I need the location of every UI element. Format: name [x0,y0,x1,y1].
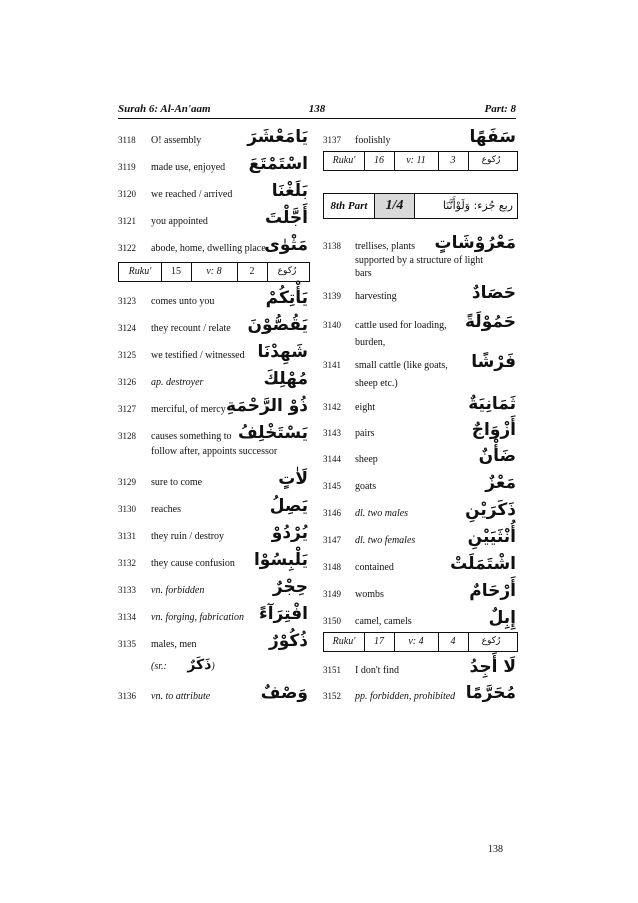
entry-3143 [323,419,516,443]
entry-arabic: يَأْتِكُمْ [265,288,308,308]
entry-number: 3137 [323,135,341,145]
entry-3127 [118,395,308,419]
entry-meaning: small cattle (like goats, [355,360,448,371]
entry-3136 [118,682,308,706]
entry-arabic: بَلَغْنَا [271,181,308,201]
page-header [118,100,516,119]
entry-number: 3139 [323,291,341,301]
entry-meaning: trellises, plants [355,241,415,252]
entry-number: 3132 [118,558,136,568]
entry-3118 [118,126,308,150]
ruku-number: 15 [171,266,181,277]
entry-arabic: مَعْزٌ [485,473,516,493]
entry-number: 3118 [118,135,136,145]
surah-title: Surah 6: Al-An'aam [118,103,211,115]
entry-number: 3123 [118,296,136,306]
singular-arabic: ذَكَرٌ [187,657,212,673]
entry-arabic: ذُكُوْرٌ [268,631,308,651]
entry-meaning: harvesting [355,291,397,302]
entry-meaning: abode, home, dwelling place [151,243,266,254]
entry-number: 3151 [323,665,341,675]
entry-arabic: مَعْرُوْشَاتٍ [434,233,516,253]
entry-3147 [323,526,516,550]
entry-meaning: contained [355,562,394,573]
entry-3124 [118,314,308,338]
entry-meaning: vn. forging, fabrication [151,612,244,623]
entry-3150 [323,607,516,631]
quarter-arabic: ربع جُزء: وَلَوْأَنَّنَا [442,199,513,212]
entry-meaning: sheep [355,454,378,465]
entry-3120 [118,180,308,204]
entry-meaning: made use, enjoyed [151,162,226,173]
entry-3123 [118,287,308,311]
entry-arabic: فَرْشًا [471,352,516,372]
entry-3126 [118,368,308,392]
entry-arabic: شَهِدْنَا [257,342,308,362]
entry-number: 3133 [118,585,136,595]
entry-number: 3129 [118,477,136,487]
entry-3140 [323,311,516,335]
header-page-number: 138 [308,103,326,115]
entry-number: 3135 [118,639,136,649]
entry-3138-continuation-2: bars [355,268,372,279]
entry-arabic: لَاٰتٍ [278,469,308,489]
entry-3144 [323,445,516,469]
entry-3141-continuation: sheep etc.) [355,378,398,389]
entry-arabic: يَقُصُّوْنَ [247,315,308,335]
entry-meaning: we testified / witnessed [151,350,245,361]
entry-3134 [118,603,308,627]
entry-number: 3148 [323,562,341,572]
entry-arabic: يَصِلُ [269,496,308,516]
entry-3130 [118,495,308,519]
entry-number: 3152 [323,691,341,701]
entry-3138 [323,232,516,256]
entry-3149 [323,580,516,604]
quarter-part-marker [323,193,518,219]
ruku-verses: v: 11 [406,155,426,166]
part-label: 8th Part [330,200,368,212]
entry-arabic: اشْتَمَلَتْ [450,554,516,574]
entry-meaning: merciful, of mercy [151,404,226,415]
entry-3132 [118,549,308,573]
entry-arabic: سَفَهًا [469,127,516,147]
entry-meaning: they cause confusion [151,558,235,569]
quarter-label: 1/4 [374,194,415,218]
entry-meaning: eight [355,402,375,413]
entry-3119 [118,153,308,177]
singular-close: ) [211,661,215,672]
entry-arabic: افْتِرَآءً [259,604,308,624]
ruku-arabic: رُكوع [277,266,297,276]
entry-meaning: camel, camels [355,616,412,627]
entry-number: 3131 [118,531,136,541]
entry-3137 [323,126,516,150]
ruku-row-17 [323,632,518,652]
entry-arabic: مَثْوٰى [264,235,308,255]
ruku-count: 4 [450,636,456,647]
ruku-row-15 [118,262,310,282]
entry-meaning: pp. forbidden, prohibited [355,691,456,702]
entry-arabic: حَصَادٌ [471,283,516,303]
ruku-verses: v: 8 [206,266,222,277]
entry-3152 [323,682,516,706]
entry-3125 [118,341,308,365]
entry-arabic: إِبِلٌ [488,608,516,628]
entry-number: 3134 [118,612,136,622]
entry-number: 3136 [118,691,136,701]
entry-number: 3122 [118,243,136,253]
entry-arabic: مُهْلِكَ [263,369,308,389]
entry-3151 [323,656,516,680]
entry-number: 3143 [323,428,341,438]
entry-number: 3127 [118,404,136,414]
entry-number: 3126 [118,377,136,387]
entry-number: 3125 [118,350,136,360]
entry-arabic: حِجْرٌ [272,577,308,597]
entry-meaning: I don't find [355,665,400,676]
ruku-label: Ruku' [332,636,356,647]
page-number-footer: 138 [488,844,503,855]
entry-meaning: ap. destroyer [151,377,204,388]
entry-number: 3140 [323,320,341,330]
entry-arabic: يَامَعْشَرَ [247,127,308,147]
ruku-label: Ruku' [128,266,152,277]
ruku-arabic: رُكوع [481,155,501,165]
entry-meaning: they recount / relate [151,323,231,334]
entry-arabic: ذَكَرَيْنِ [465,500,516,520]
entry-3145 [323,472,516,496]
entry-meaning: cattle used for loading, [355,320,447,331]
entry-3122 [118,234,308,258]
entry-meaning: you appointed [151,216,208,227]
entry-arabic: اسْتَمْتَعَ [248,154,308,174]
entry-3128 [118,422,308,446]
entry-3131 [118,522,308,546]
entry-3128-continuation: follow after, appoints successor [151,446,278,457]
entry-arabic: أَجَّلْتَ [264,208,308,228]
entry-meaning: they ruin / destroy [151,531,225,542]
entry-arabic: أَزْوَاجٌ [471,420,516,440]
entry-3139 [323,282,516,306]
singular-label: (sr.: [151,661,167,672]
entry-arabic: ضَأْنٌ [478,446,516,466]
entry-arabic: أُنْثَيَيْنِ [467,527,516,547]
entry-number: 3121 [118,216,136,226]
entry-3141 [323,351,516,375]
entry-meaning: wombs [355,589,384,600]
entry-meaning: dl. two males [355,508,409,519]
entry-3121 [118,207,308,231]
entry-meaning: foolishly [355,135,391,146]
ruku-number: 17 [374,636,384,647]
ruku-label: Ruku' [332,155,356,166]
entry-meaning: pairs [355,428,375,439]
entry-number: 3128 [118,431,136,441]
entry-arabic: يُرْدُوْ [271,523,308,543]
entry-meaning: goats [355,481,377,492]
ruku-verses: v: 4 [408,636,424,647]
entry-number: 3144 [323,454,341,464]
entry-arabic: حَمُوْلَةً [465,312,516,332]
part-label: Part: 8 [484,103,516,115]
entry-number: 3146 [323,508,341,518]
entry-3129 [118,468,308,492]
ruku-row-16 [323,151,518,171]
entry-meaning: reaches [151,504,181,515]
entry-number: 3130 [118,504,136,514]
entry-3142 [323,393,516,417]
entry-number: 3147 [323,535,341,545]
ruku-arabic: رُكوع [481,636,501,646]
entry-number: 3120 [118,189,136,199]
entry-3133 [118,576,308,600]
ruku-number: 16 [374,155,384,166]
entry-meaning: comes unto you [151,296,215,307]
entry-arabic: وَصْفٌ [260,683,308,703]
entry-arabic: ثَمَانِيَةٌ [468,394,516,414]
entry-meaning: sure to come [151,477,203,488]
entry-meaning: we reached / arrived [151,189,233,200]
entry-3148 [323,553,516,577]
singular-note [151,657,215,673]
entry-arabic: يَسْتَخْلِفُ [237,423,308,443]
entry-number: 3142 [323,402,341,412]
entry-arabic: لَا أَجِدُ [469,657,516,677]
entry-meaning: males, men [151,639,197,650]
entry-arabic: مُحَرَّمًا [465,683,516,703]
entry-arabic: يَلْبِسُوْا [253,550,308,570]
entry-3138-continuation-1: supported by a structure of light [355,255,484,266]
ruku-count: 2 [249,266,255,277]
entry-number: 3124 [118,323,136,333]
entry-meaning: vn. to attribute [151,691,211,702]
entry-meaning: dl. two females [355,535,416,546]
entry-number: 3149 [323,589,341,599]
entry-number: 3145 [323,481,341,491]
entry-meaning: vn. forbidden [151,585,205,596]
entry-arabic: أَرْحَامٌ [469,581,516,601]
entry-3140-continuation: burden, [355,337,386,348]
entry-3135 [118,630,308,654]
entry-number: 3138 [323,241,341,251]
entry-arabic: ذُوْ الرَّحْمَةِ [226,396,308,416]
entry-number: 3150 [323,616,341,626]
entry-3146 [323,499,516,523]
entry-meaning: causes something to [151,431,232,442]
entry-number: 3119 [118,162,136,172]
ruku-count: 3 [450,155,456,166]
entry-number: 3141 [323,360,341,370]
entry-meaning: O! assembly [151,135,202,146]
